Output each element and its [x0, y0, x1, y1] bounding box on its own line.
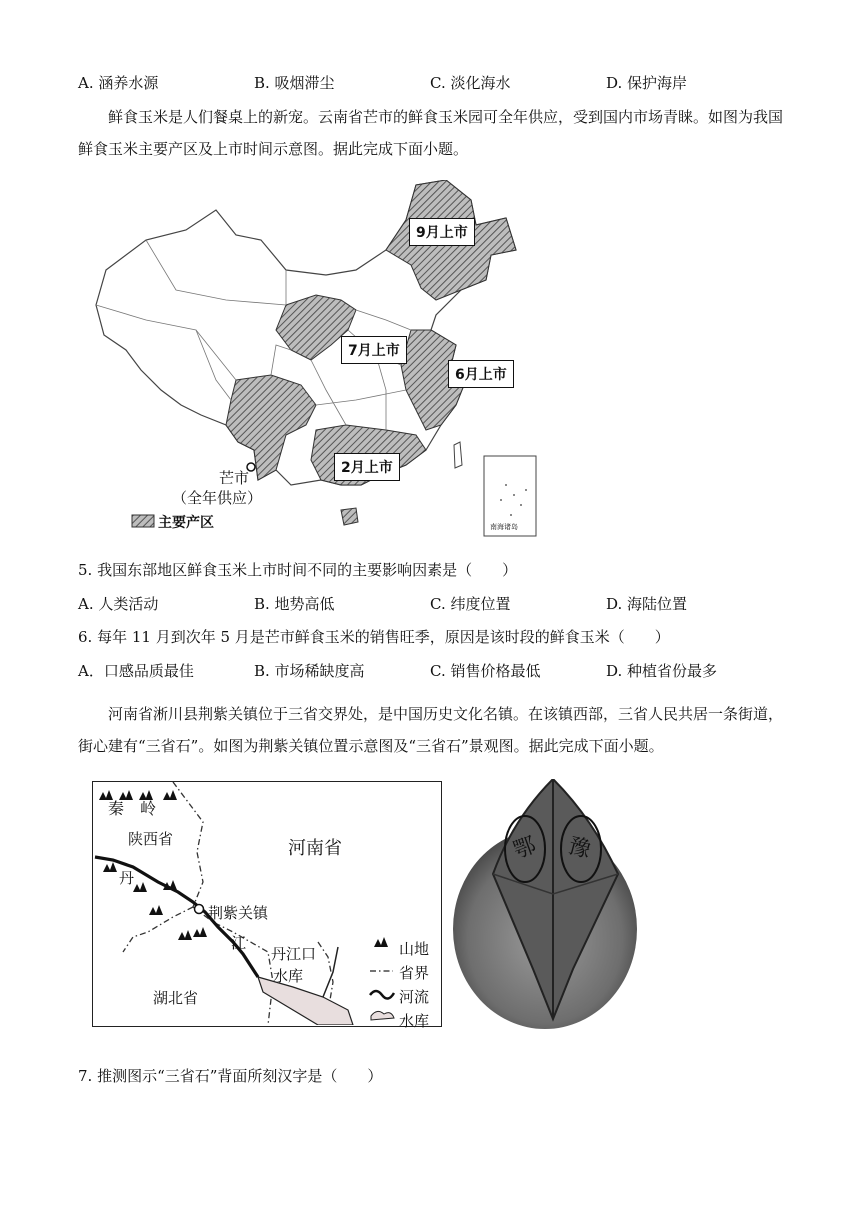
q6-option-c: C. 销售价格最低 — [430, 662, 541, 680]
q4-option-a: A. 涵养水源 — [78, 74, 159, 92]
label-jiang: 江 — [231, 934, 247, 952]
q4-option-d: D. 保护海岸 — [606, 74, 688, 92]
label-june: 6月上市 — [448, 360, 514, 388]
q6-option-d: D. 种植省份最多 — [606, 662, 718, 680]
china-corn-map — [86, 180, 546, 540]
jingziguan-map — [92, 781, 442, 1030]
q6-option-a: A．口感品质最佳 — [78, 662, 194, 680]
legend-reservoir: 水库 — [399, 1012, 430, 1030]
intro-paragraph-jingziguan: 河南省淅川县荆紫关镇位于三省交界处，是中国历史文化名镇。在该镇西部，三省人民共居一条街道，街心建有“三省石”。如图为荆紫关镇位置示意图及“三省石”景观图。据此完成下面小题。 — [78, 705, 784, 755]
stone-char-right: 豫 — [565, 833, 594, 864]
q4-option-b: B. 吸烟滞尘 — [254, 74, 335, 92]
city-mangshi-note: （全年供应） — [172, 489, 263, 507]
legend-border: 省界 — [399, 964, 430, 982]
q4-option-c: C. 淡化海水 — [430, 74, 511, 92]
legend-main-production: 主要产区 — [158, 515, 214, 531]
label-reservoir: 水库 — [273, 967, 304, 985]
q5-option-a: A. 人类活动 — [78, 595, 159, 613]
label-jingziguan-town: 荆紫关镇 — [208, 904, 269, 922]
q5-stem: 5. 我国东部地区鲜食玉米上市时间不同的主要影响因素是（ ） — [78, 561, 518, 579]
intro-paragraph-corn: 鲜食玉米是人们餐桌上的新宠。云南省芒市的鲜食玉米园可全年供应，受到国内市场青睐。如图为我国鲜食玉米主要产区及上市时间示意图。据此完成下面小题。 — [78, 108, 784, 158]
label-september: 9月上市 — [409, 218, 475, 246]
label-henan: 河南省 — [288, 838, 342, 859]
label-danjiangkou: 丹江口 — [271, 945, 317, 963]
q6-stem: 6. 每年 11 月到次年 5 月是芒市鲜食玉米的销售旺季，原因是该时段的鲜食玉米（ ） — [78, 628, 670, 646]
inset-label: 南海诸岛 — [490, 523, 518, 531]
q5-option-c: C. 纬度位置 — [430, 595, 511, 613]
three-province-stone-photo — [453, 779, 637, 1029]
label-february: 2月上市 — [334, 453, 400, 481]
q6-option-b: B. 市场稀缺度高 — [254, 662, 365, 680]
label-dan: 丹 — [119, 869, 135, 887]
q5-option-b: B. 地势高低 — [254, 595, 335, 613]
label-qinling: 秦 岭 — [108, 799, 157, 818]
label-july: 7月上市 — [341, 336, 407, 364]
label-shaanxi: 陕西省 — [128, 830, 174, 848]
legend-river: 河流 — [399, 988, 430, 1006]
stone-graphic — [453, 779, 637, 1029]
q5-option-d: D. 海陆位置 — [606, 595, 688, 613]
stone-char-left: 鄂 — [510, 832, 540, 864]
city-mangshi: 芒市 — [219, 469, 250, 487]
label-hubei: 湖北省 — [153, 989, 199, 1007]
legend-mountain: 山地 — [399, 940, 430, 958]
q7-stem: 7. 推测图示“三省石”背面所刻汉字是（ ） — [78, 1067, 383, 1085]
